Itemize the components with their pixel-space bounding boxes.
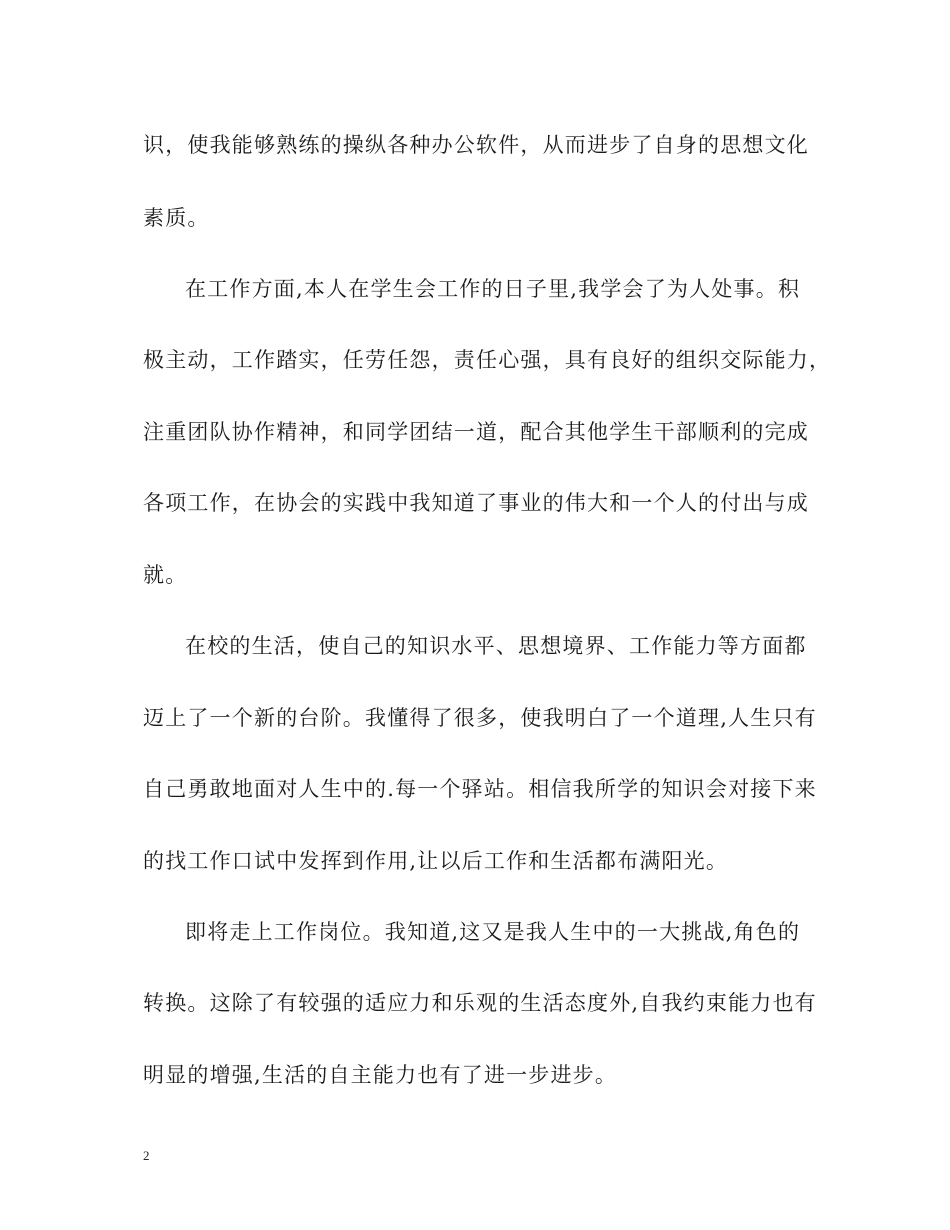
text-line: 识，使我能够熟练的操纵各种办公软件，从而进步了自身的思想文化 bbox=[143, 133, 809, 157]
text-line: 的找工作口试中发挥到作用,让以后工作和生活都布满阳光。 bbox=[143, 849, 729, 873]
paragraph-start-line: 在工作方面,本人在学生会工作的日子里,我学会了为人处事。积 bbox=[185, 277, 801, 301]
paragraph-start-line: 即将走上工作岗位。我知道,这又是我人生中的一大挑战,角色的 bbox=[185, 920, 801, 944]
text-line: 转换。这除了有较强的适应力和乐观的生活态度外,自我约束能力也有 bbox=[143, 991, 817, 1015]
text-line: 自己勇敢地面对人生中的.每一个驿站。相信我所学的知识会对接下来 bbox=[143, 777, 817, 801]
text-line: 就。 bbox=[143, 563, 188, 587]
paragraph-start-line: 在校的生活，使自己的知识水平、思想境界、工作能力等方面都 bbox=[185, 634, 807, 658]
text-line: 极主动，工作踏实，任劳任怨，责任心强，具有良好的组织交际能力， bbox=[143, 348, 832, 372]
text-line: 素质。 bbox=[143, 206, 210, 230]
text-line: 各项工作，在协会的实践中我知道了事业的伟大和一个人的付出与成 bbox=[143, 491, 809, 515]
text-line: 注重团队协作精神，和同学团结一道，配合其他学生干部顺利的完成 bbox=[143, 420, 809, 444]
text-line: 明显的增强,生活的自主能力也有了进一步进步。 bbox=[143, 1063, 618, 1087]
page-number: 2 bbox=[143, 1148, 150, 1163]
text-line: 迈上了一个新的台阶。我懂得了很多，使我明白了一个道理,人生只有 bbox=[143, 706, 817, 730]
